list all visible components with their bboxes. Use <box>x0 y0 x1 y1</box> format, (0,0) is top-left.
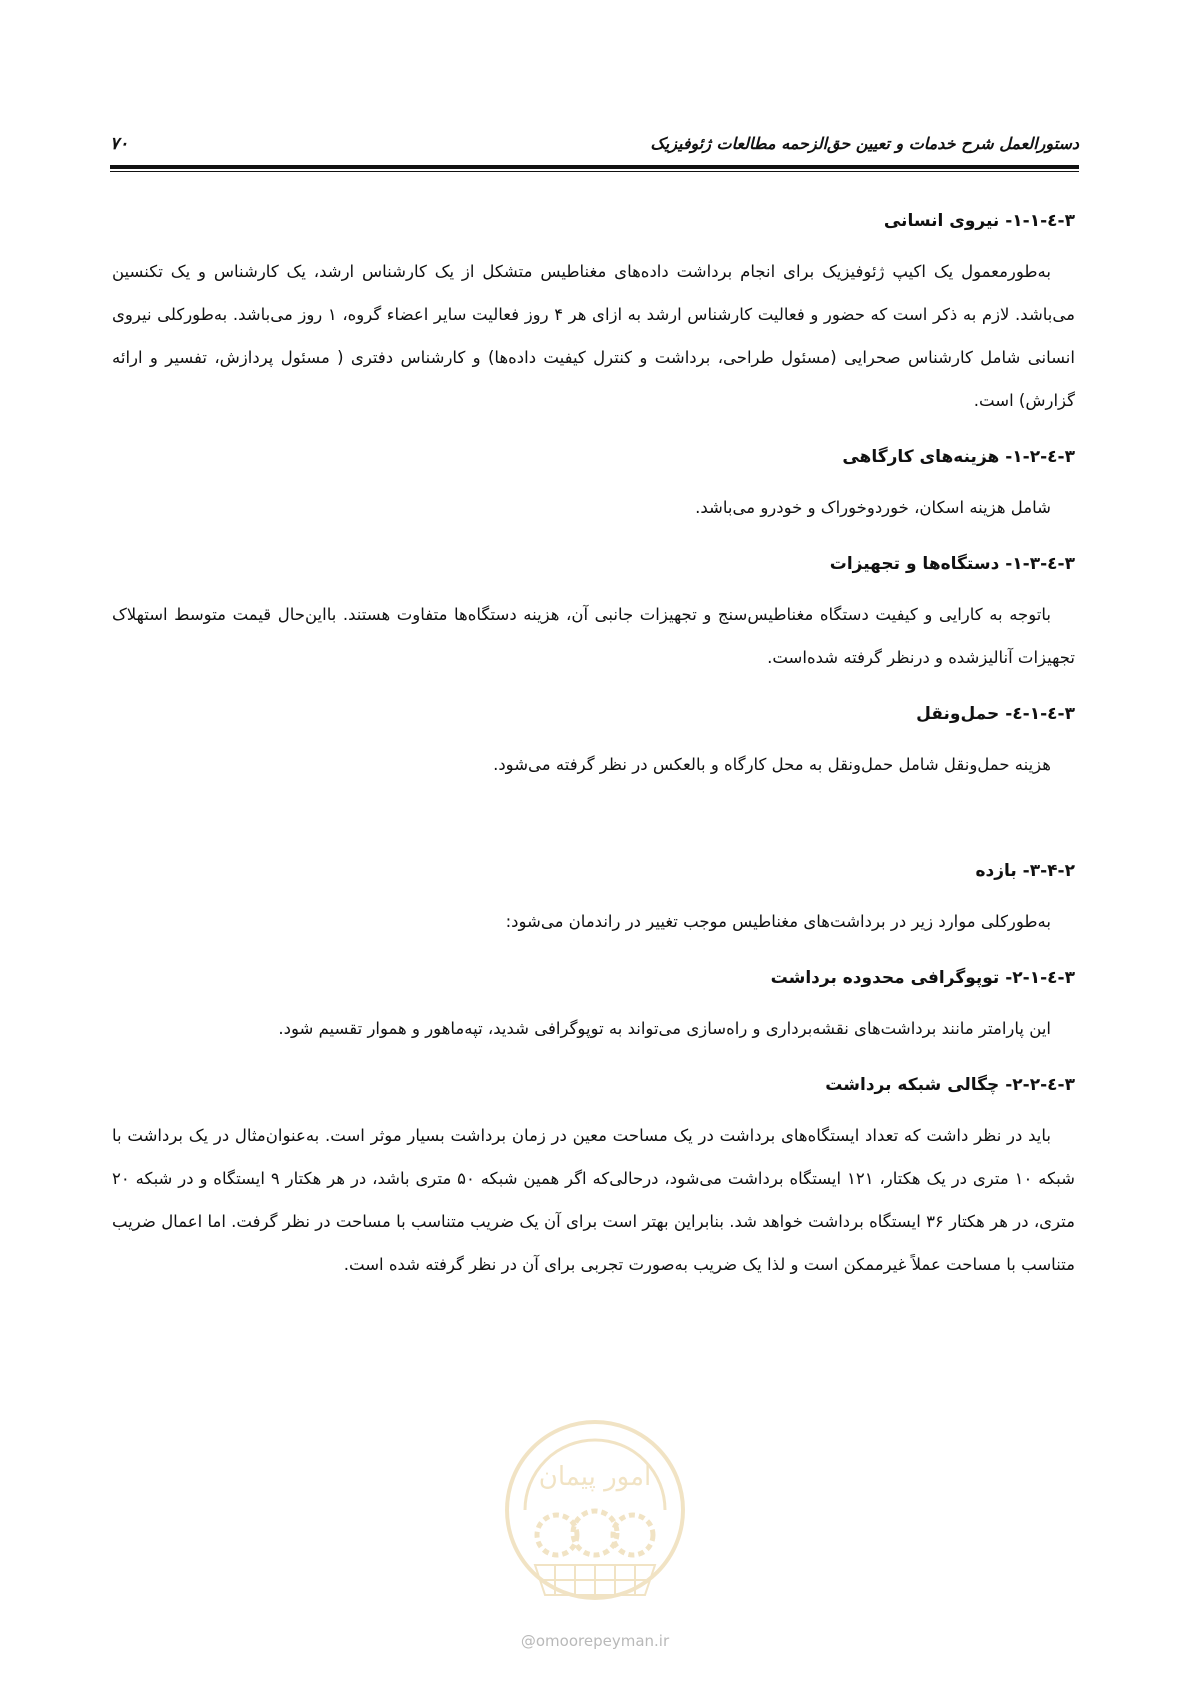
section-paragraph: باتوجه به کارایی و کیفیت دستگاه مغناطیس‌سنج و تجهیزات جانبی آن، هزینه دستگاه‌ها متفاوت هستند. بااین‌حال قیمت متوسط استهلاک تجهیزات آنالیزشده و درنظر گرفته شده‌است. <box>112 605 1075 667</box>
section-paragraph: شامل هزینه اسکان، خوردوخوراک و خودرو می‌باشد. <box>695 498 1051 517</box>
section-heading: ۳-٤-۱-۳- دستگاه‌ها و تجهیزات <box>829 554 1075 574</box>
watermark-logo-text: امور پیمان <box>538 1462 652 1492</box>
watermark-url: @omoorepeyman.ir <box>520 1632 670 1650</box>
page-body <box>112 206 1075 1286</box>
section-heading: ۳-٤-۲-۲- چگالی شبکه برداشت <box>825 1075 1075 1095</box>
section-workshop-costs <box>112 442 1075 529</box>
section-grid-density <box>112 1070 1075 1286</box>
section-topography <box>112 963 1075 1050</box>
section-paragraph: هزینه حمل‌ونقل شامل حمل‌ونقل به محل کارگاه و بالعکس در نظر گرفته می‌شود. <box>493 755 1051 774</box>
section-efficiency <box>112 856 1075 943</box>
section-heading: ۳-٤-۱-٤- حمل‌ونقل <box>916 704 1075 724</box>
section-equipment <box>112 549 1075 679</box>
header-rule-thin <box>110 171 1079 172</box>
header-rule-thick <box>110 165 1079 169</box>
page-header <box>110 128 1079 168</box>
section-paragraph: این پارامتر مانند برداشت‌های نقشه‌برداری و راه‌سازی می‌تواند به توپوگرافی شدید، تپه‌ماهور و هموار تقسیم شود. <box>278 1019 1051 1038</box>
omoorepeyman-logo-icon <box>495 1415 695 1615</box>
section-heading: ۳-٤-۱-۲- هزینه‌های کارگاهی <box>842 447 1075 467</box>
section-heading: ۳-٤-۱-۱- نیروی انسانی <box>883 211 1075 231</box>
section-manpower <box>112 206 1075 422</box>
page-number: ۷۰ <box>110 134 129 154</box>
section-heading: ۳-۴-۲- بازده <box>975 861 1075 881</box>
section-heading: ۳-٤-۲-۱- توپوگرافی محدوده برداشت <box>770 968 1075 988</box>
section-paragraph: باید در نظر داشت که تعداد ایستگاه‌های برداشت در یک مساحت معین در زمان برداشت بسیار موثر است. به‌عنوان‌مثال در یک برداشت با شبکه ۱۰ متری در یک هکتار، ۱۲۱ ایستگاه برداشت می‌شود، درحالی‌که اگر همین شبکه ۵۰ متری باشد، در هر هکتار ۹ ایستگاه و در شبکه ۲۰ متری، در هر هکتار ۳۶ ایستگاه برداشت خواهد شد. بنابراین بهتر است برای آن یک ضریب متناسب با مساحت در نظر گرفت. اما اعمال ضریب متناسب با مساحت عملاً غیرممکن است و لذا یک ضریب به‌صورت تجربی برای آن در نظر گرفته شده است. <box>112 1126 1075 1274</box>
section-transport <box>112 699 1075 786</box>
section-paragraph: به‌طورمعمول یک اکیپ ژئوفیزیک برای انجام برداشت داده‌های مغناطیس متشکل از یک کارشناس ارشد، یک کارشناس و یک تکنسین می‌باشد. لازم به ذکر است که حضور و فعالیت کارشناس ارشد به ازای هر ۴ روز فعالیت سایر اعضاء گروه، ۱ روز می‌باشد. به‌طورکلی نیروی انسانی شامل کارشناس صحرایی (مسئول طراحی، برداشت و کنترل کیفیت داده‌ها) و کارشناس دفتری ( مسئول پردازش، تفسیر و ارائه گزارش) است. <box>112 262 1075 410</box>
running-title: دستورالعمل شرح خدمات و تعیین حق‌الزحمه مطالعات ژئوفیزیک <box>650 134 1079 153</box>
section-paragraph: به‌طورکلی موارد زیر در برداشت‌های مغناطیس موجب تغییر در راندمان می‌شود: <box>505 912 1051 931</box>
